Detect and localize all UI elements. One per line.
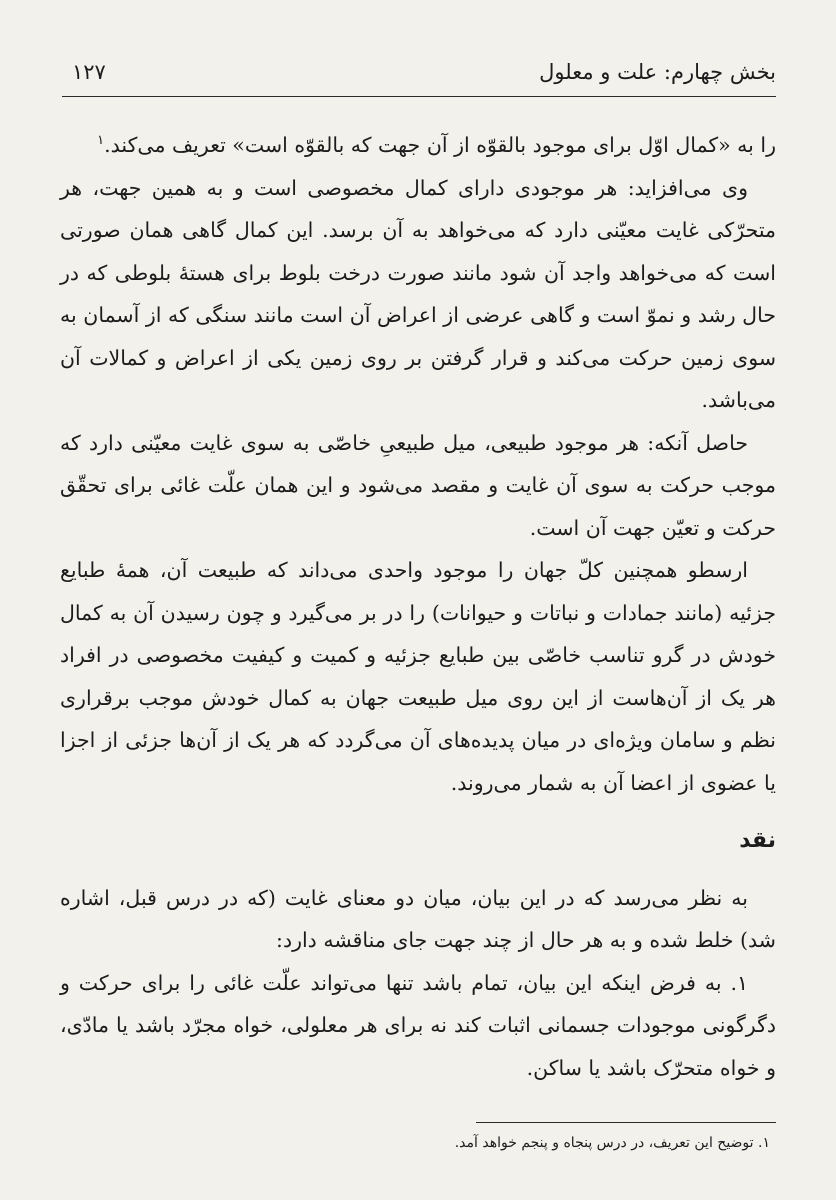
running-title: بخش چهارم: علت و معلول (539, 60, 776, 84)
paragraph-1-text: را به «کمال اوّل برای موجود بالقوّه از آن جهت که بالقوّه است» تعریف می‌کند. (104, 133, 776, 157)
paragraph-5: به نظر می‌رسد که در این بیان، میان دو معنای غایت (که در درس قبل، اشاره شد) خلط شده و به هر حال از چند جهت جای مناقشه دارد: (60, 885, 776, 952)
footnote-marker[interactable]: ۱ (97, 133, 105, 149)
footnote: ۱. توضیح این تعریف، در درس پنجاه و پنجم خواهد آمد. (454, 1135, 770, 1151)
body-text (60, 124, 776, 1089)
paragraph-6: ۱. به فرض اینکه این بیان، تمام باشد تنها می‌تواند علّت غائی را برای حرکت و دگرگونی موجودات جسمانی اثبات کند نه برای هر معلولی، خواه مجرّد باشد یا مادّی، و خواه متحرّک باشد یا ساکن. (60, 970, 776, 1080)
paragraph-2: وی می‌افزاید: هر موجودی دارای کمال مخصوصی است و به همین جهت، هر متحرّکی غایت معیّنی دارد که می‌خواهد به آن برسد. این کمال گاهی همان صورتی است که می‌خواهد واجد آن شود مانند صورت درخت بلوط برای هستهٔ بلوطی که در حال رشد و نموّ است و گاهی عرضی از اعراض آن است مانند سنگی که از آسمان به سوی زمین حرکت می‌کند و قرار گرفتن بر روی زمین یکی از اعراض و کمالات آن می‌باشد. (60, 175, 776, 412)
paragraph-4: ارسطو همچنین کلّ جهان را موجود واحدی می‌داند که طبیعت آن، همهٔ طبایع جزئیه (مانند جمادات و نباتات و حیوانات) را در بر می‌گیرد و چون رسیدن آن به کمال خودش در گرو تناسب خاصّی بین طبایع جزئیه و کمیت و کیفیت مخصوصی در افراد هر یک از آن‌هاست از این روی میل طبیعت جهان به کمال خودش موجب برقراری نظم و سامان ویژه‌ای در میان پدیده‌های آن می‌گردد که هر یک از آن‌ها جزئی از اجزا یا عضوی از اعضا آن به شمار می‌روند. (60, 558, 776, 795)
paragraph-3: حاصل آنکه: هر موجود طبیعی، میل طبیعیِ خاصّی به سوی غایت معیّنی دارد که موجب حرکت به سوی آن غایت و مقصد می‌شود و این همان علّت غائی برای تحقّق حرکت و تعیّن جهت آن است. (60, 430, 776, 540)
section-heading: نقد (739, 828, 776, 853)
paragraph-1 (60, 124, 776, 167)
page-number: ۱۲۷ (72, 60, 106, 84)
header-divider (62, 96, 776, 97)
footnote-divider (476, 1122, 776, 1123)
